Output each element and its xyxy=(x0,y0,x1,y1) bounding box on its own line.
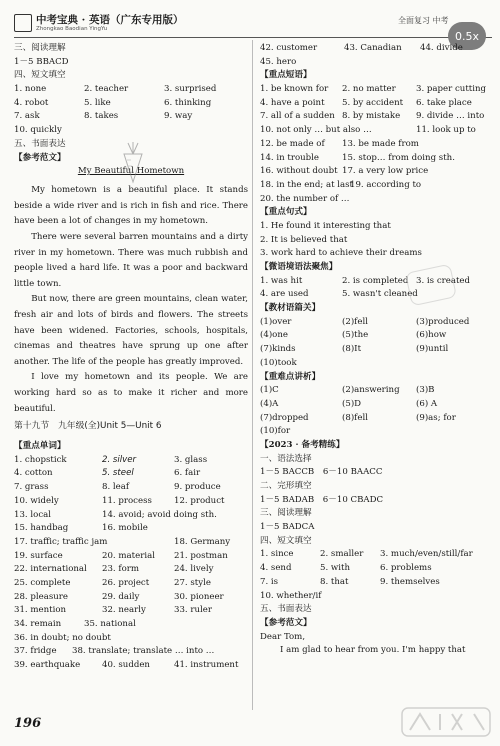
answer-text: (8)fell xyxy=(342,412,368,423)
right-column xyxy=(260,42,492,658)
answer-text: 【重点句式】 xyxy=(260,207,312,218)
answer-text: 【教材语篇关】 xyxy=(260,303,321,314)
answer-line xyxy=(14,481,248,495)
answer-text: 10. not only … but also … xyxy=(260,125,372,136)
answer-text: 32. nearly xyxy=(102,605,146,616)
answer-text: 35. national xyxy=(84,619,136,630)
answer-line xyxy=(14,645,248,659)
answer-line xyxy=(14,467,248,481)
vocab-label-line xyxy=(14,440,248,454)
answer-text: 13. be made from xyxy=(342,138,419,149)
answer-text: 9. themselves xyxy=(380,576,440,587)
answer-text: (3)B xyxy=(416,385,435,396)
answer-text: 19. according to xyxy=(350,179,422,190)
answer-text: 23. form xyxy=(102,564,140,575)
answer-text: (10)for xyxy=(260,426,291,437)
answer-text: 44. divide xyxy=(420,43,463,53)
answer-text: 【微语境语法聚焦】 xyxy=(260,262,338,272)
answer-line xyxy=(260,590,492,604)
answer-text: 15. stop… from doing sth. xyxy=(342,152,455,163)
answer-line xyxy=(14,577,248,591)
answer-text: (2)fell xyxy=(342,316,368,327)
column-divider xyxy=(252,40,253,710)
answer-line xyxy=(260,179,492,193)
vocab-list xyxy=(14,454,248,673)
answer-text: (3)produced xyxy=(416,316,470,327)
answer-text: 27. style xyxy=(174,577,211,588)
answer-text: 19. surface xyxy=(14,550,63,561)
answer-text: 12. be made of xyxy=(260,138,325,149)
answer-text: 10. quickly xyxy=(14,125,62,136)
answer-text: 5. like xyxy=(84,97,111,108)
answer-text: (4)A xyxy=(260,398,279,409)
answer-text: 2. is completed xyxy=(342,275,409,286)
answer-text: 9. produce xyxy=(174,482,221,493)
answer-text: 6. thinking xyxy=(164,97,212,108)
essay-paragraph: My hometown is a beautiful place. It stands beside a wide river and is rich in fish and rice. There have been a lot of changes in my hometown. xyxy=(14,185,248,227)
answer-line xyxy=(14,97,248,111)
answer-line xyxy=(14,604,248,618)
answer-line xyxy=(260,110,492,124)
answer-text: 1－5 BADCA xyxy=(260,522,315,533)
book-subtitle: Zhongkao Baodian YingYu xyxy=(36,26,108,32)
answer-text: 8. by mistake xyxy=(342,111,401,122)
answer-line xyxy=(260,275,492,289)
answer-text: 43. Canadian xyxy=(344,43,402,53)
answer-line xyxy=(14,550,248,564)
answer-text: 17. a very low price xyxy=(342,166,429,177)
answer-line xyxy=(260,138,492,152)
answer-text: (6)how xyxy=(416,330,447,341)
answer-text: 25. complete xyxy=(14,577,71,588)
answer-line xyxy=(260,69,492,83)
answer-line xyxy=(14,618,248,632)
page-number: 196 xyxy=(14,716,42,731)
answer-text: 22. international xyxy=(14,564,87,575)
answer-line xyxy=(260,343,492,357)
essay-paragraph: There were several barren mountains and a dirty river in my hometown. There was much rubbish and people lived a hard life. It was a poor and backward little town. xyxy=(14,231,248,289)
answer-text: 16. mobile xyxy=(102,523,148,534)
answer-line xyxy=(260,494,492,508)
answer-text: 15. handbag xyxy=(14,523,69,534)
answer-text: 四、短文填空 xyxy=(260,535,312,546)
answer-text: 一、语法选择 xyxy=(260,453,312,464)
answer-text: 10. widely xyxy=(14,495,59,506)
answer-text: 24. lively xyxy=(174,564,214,575)
answer-text: 3. much/even/still/far xyxy=(380,549,473,560)
answer-line xyxy=(260,384,492,398)
answer-text: 三、阅读理解 xyxy=(260,508,312,519)
answer-text: 7. grass xyxy=(14,482,49,493)
answer-line xyxy=(260,302,492,316)
answer-text: 3. paper cutting xyxy=(416,84,487,95)
answer-text: 28. pleasure xyxy=(14,591,68,602)
answer-text: 42. customer xyxy=(260,43,318,53)
answer-text: 1－5 BBACD xyxy=(14,56,69,67)
answer-text: 33. ruler xyxy=(174,605,212,616)
answer-text: (7)kinds xyxy=(260,344,296,355)
answer-text: (1)over xyxy=(260,316,292,327)
answer-line xyxy=(260,425,492,439)
answer-text: (4)one xyxy=(260,330,288,341)
answer-text: 3. surprised xyxy=(164,84,217,95)
answer-line xyxy=(260,234,492,248)
answer-line xyxy=(260,535,492,549)
answer-line xyxy=(260,56,492,70)
answer-text: 1－5 BACCB 6－10 BAACC xyxy=(260,467,383,478)
answer-line xyxy=(260,453,492,467)
answer-line xyxy=(14,110,248,124)
answer-text: (9)until xyxy=(416,344,449,355)
answer-text: 17. traffic; traffic jam xyxy=(14,536,108,547)
header-rule xyxy=(14,37,492,38)
answer-line xyxy=(260,507,492,521)
answer-line xyxy=(260,83,492,97)
answer-text: 36. in doubt; no doubt xyxy=(14,632,111,643)
answer-line xyxy=(14,42,248,56)
answer-text: 1. be known for xyxy=(260,84,329,95)
answer-text: 5. steel xyxy=(102,468,134,479)
answer-text: 40. sudden xyxy=(102,660,150,671)
answer-text: 3. glass xyxy=(174,454,208,465)
answer-text: 26. project xyxy=(102,577,150,588)
answer-line xyxy=(260,247,492,261)
answer-text: 20. material xyxy=(102,550,155,561)
answer-text: 五、书面表达 xyxy=(14,138,66,149)
answer-text: 4. send xyxy=(260,563,292,574)
answer-line xyxy=(260,617,492,631)
section-heading: 第十九节 九年级(全)Unit 5—Unit 6 xyxy=(14,421,162,432)
answer-line xyxy=(260,412,492,426)
answer-text: 2. teacher xyxy=(84,84,129,95)
answer-line xyxy=(14,522,248,536)
answers-right-block xyxy=(260,42,492,658)
answer-text: 2. no matter xyxy=(342,84,396,95)
answer-text: 二、完形填空 xyxy=(260,481,312,491)
answer-text: 7. all of a sudden xyxy=(260,111,335,122)
answer-line xyxy=(14,632,248,646)
answer-line xyxy=(260,261,492,275)
answer-text: 【2023 · 备考精练】 xyxy=(260,439,345,450)
answer-line xyxy=(14,495,248,509)
answer-text: 45. hero xyxy=(260,56,297,67)
answer-text: 7. is xyxy=(260,576,279,587)
answer-text: 3. work hard to achieve their dreams xyxy=(260,248,422,259)
answer-text: 9. way xyxy=(164,111,193,122)
answer-text: 6. take place xyxy=(416,97,472,108)
answer-text: 12. product xyxy=(174,495,225,506)
answer-line xyxy=(14,124,248,138)
answer-line xyxy=(260,644,492,658)
answer-text: 7. ask xyxy=(14,111,40,122)
answer-line xyxy=(260,97,492,111)
answer-text: 【重难点讲析】 xyxy=(260,371,321,382)
book-title: 中考宝典 · 英语（广东专用版） xyxy=(36,14,184,26)
answer-text: I am glad to hear from you. I'm happy that xyxy=(280,645,466,656)
answer-line xyxy=(260,288,492,302)
answer-text: 14. avoid; avoid doing sth. xyxy=(102,509,217,520)
page-header xyxy=(0,0,500,38)
answer-text: 18. Germany xyxy=(174,536,231,547)
answer-line xyxy=(260,165,492,179)
answer-text: (9)as; for xyxy=(416,412,456,423)
answer-text: (2)answering xyxy=(342,385,400,396)
answer-text: 【参考范文】 xyxy=(14,152,66,163)
answer-line xyxy=(260,206,492,220)
answer-text: (6) A xyxy=(416,398,438,409)
answer-text: 4. have a point xyxy=(260,97,325,108)
answer-line xyxy=(14,563,248,577)
answer-text: 8. takes xyxy=(84,111,119,122)
answer-line xyxy=(260,521,492,535)
answer-line xyxy=(260,480,492,494)
answer-text: 9. divide … into xyxy=(416,111,485,122)
answer-line xyxy=(260,42,492,56)
answer-line xyxy=(260,124,492,138)
answer-text: 11. process xyxy=(102,495,152,506)
answer-text: (10)took xyxy=(260,357,297,368)
essay-paragraph: But now, there are green mountains, clean water, fresh air and lots of birds and flowers. The streets have been widened. Factories, schools, hospitals, cinemas and theatres have sprung up one after another. The life of the people has greatly improved. xyxy=(14,294,248,367)
answer-text: (5)the xyxy=(342,330,369,341)
essay-title: My Beautiful Hometown xyxy=(77,166,185,177)
answer-text: 5. with xyxy=(320,563,351,574)
answer-line xyxy=(14,454,248,468)
answer-text: 8. that xyxy=(320,576,349,587)
answer-text: Dear Tom, xyxy=(260,631,306,642)
answer-line xyxy=(260,439,492,453)
answer-text: 21. postman xyxy=(174,550,228,561)
answer-text: 11. look up to xyxy=(416,125,476,136)
essay-paragraph: I love my hometown and its people. We are working hard so as to make it richer and more beautiful. xyxy=(14,372,248,414)
answer-text: 31. mention xyxy=(14,605,67,616)
answer-text: 34. remain xyxy=(14,619,62,630)
answer-line xyxy=(260,371,492,385)
answer-text: 2. smaller xyxy=(320,549,364,560)
answer-text: 三、阅读理解 xyxy=(14,43,66,53)
answer-line xyxy=(260,329,492,343)
answer-line xyxy=(14,659,248,673)
answer-line xyxy=(14,56,248,70)
answer-text: 1. He found it interesting that xyxy=(260,220,391,231)
answer-text: 1－5 BADAB 6－10 CBADC xyxy=(260,494,384,505)
answer-text: 1. was hit xyxy=(260,275,303,286)
answer-text: 30. pioneer xyxy=(174,591,224,602)
answer-text: 【重点短语】 xyxy=(260,70,312,81)
essay-body xyxy=(14,183,248,417)
answer-line xyxy=(260,576,492,590)
book-logo-icon xyxy=(14,14,32,32)
answer-text: 6. problems xyxy=(380,563,432,574)
answer-line xyxy=(260,316,492,330)
answer-text: 10. whether/if xyxy=(260,590,322,601)
answer-text: 1. none xyxy=(14,84,47,95)
answer-line xyxy=(260,193,492,207)
answer-text: 20. the number of … xyxy=(260,193,350,204)
answer-text: 8. leaf xyxy=(102,482,130,493)
answer-text: 五、书面表达 xyxy=(260,604,312,615)
answer-text: 13. local xyxy=(14,509,52,520)
answer-line xyxy=(14,591,248,605)
answer-text: 【参考范文】 xyxy=(260,617,312,628)
answer-text: 1. since xyxy=(260,549,294,560)
answer-line xyxy=(14,509,248,523)
carrot-doodle-icon xyxy=(116,140,150,184)
answer-line xyxy=(14,536,248,550)
watermark-logo-icon xyxy=(400,704,492,740)
answer-text: 41. instrument xyxy=(174,660,239,671)
answer-line xyxy=(260,152,492,166)
answer-line xyxy=(260,562,492,576)
answer-text: 18. in the end; at last xyxy=(260,179,354,190)
answer-text: 4. cotton xyxy=(14,468,53,479)
answer-text: 29. daily xyxy=(102,591,140,602)
answer-line xyxy=(260,603,492,617)
answer-text: 5. by accident xyxy=(342,97,404,108)
answer-text: (1)C xyxy=(260,385,279,396)
answer-text: (5)D xyxy=(342,398,362,409)
answer-text: 3. is created xyxy=(416,275,470,286)
answer-text: 4. robot xyxy=(14,97,49,108)
left-column xyxy=(14,42,248,673)
header-tag: 全面复习 中考 xyxy=(398,16,449,25)
answer-text: 4. are used xyxy=(260,289,309,300)
vocab-label: 【重点单词】 xyxy=(14,441,66,452)
answer-text: 2. silver xyxy=(102,454,137,465)
answer-line xyxy=(14,69,248,83)
answer-text: 5. wasn't cleaned xyxy=(342,289,418,300)
answer-text: 四、短文填空 xyxy=(14,70,66,81)
answer-line xyxy=(260,357,492,371)
answer-line xyxy=(260,631,492,645)
answer-line xyxy=(260,398,492,412)
answer-text: 14. in trouble xyxy=(260,152,320,163)
playback-speed-button[interactable]: 0.5x xyxy=(448,22,486,50)
answer-text: 16. without doubt xyxy=(260,166,338,177)
answer-text: (8)It xyxy=(342,344,362,355)
answer-line xyxy=(260,220,492,234)
answer-line xyxy=(260,548,492,562)
answer-text: 1. chopstick xyxy=(14,454,67,465)
answer-text: 38. translate; translate … into … xyxy=(72,646,215,657)
answer-text: 37. fridge xyxy=(14,646,57,657)
answer-text: (7)dropped xyxy=(260,412,309,423)
answer-text: 2. It is believed that xyxy=(260,234,348,245)
answer-text: 6. fair xyxy=(174,468,201,479)
answer-line xyxy=(260,466,492,480)
answer-line xyxy=(14,83,248,97)
answer-text: 39. earthquake xyxy=(14,660,81,671)
